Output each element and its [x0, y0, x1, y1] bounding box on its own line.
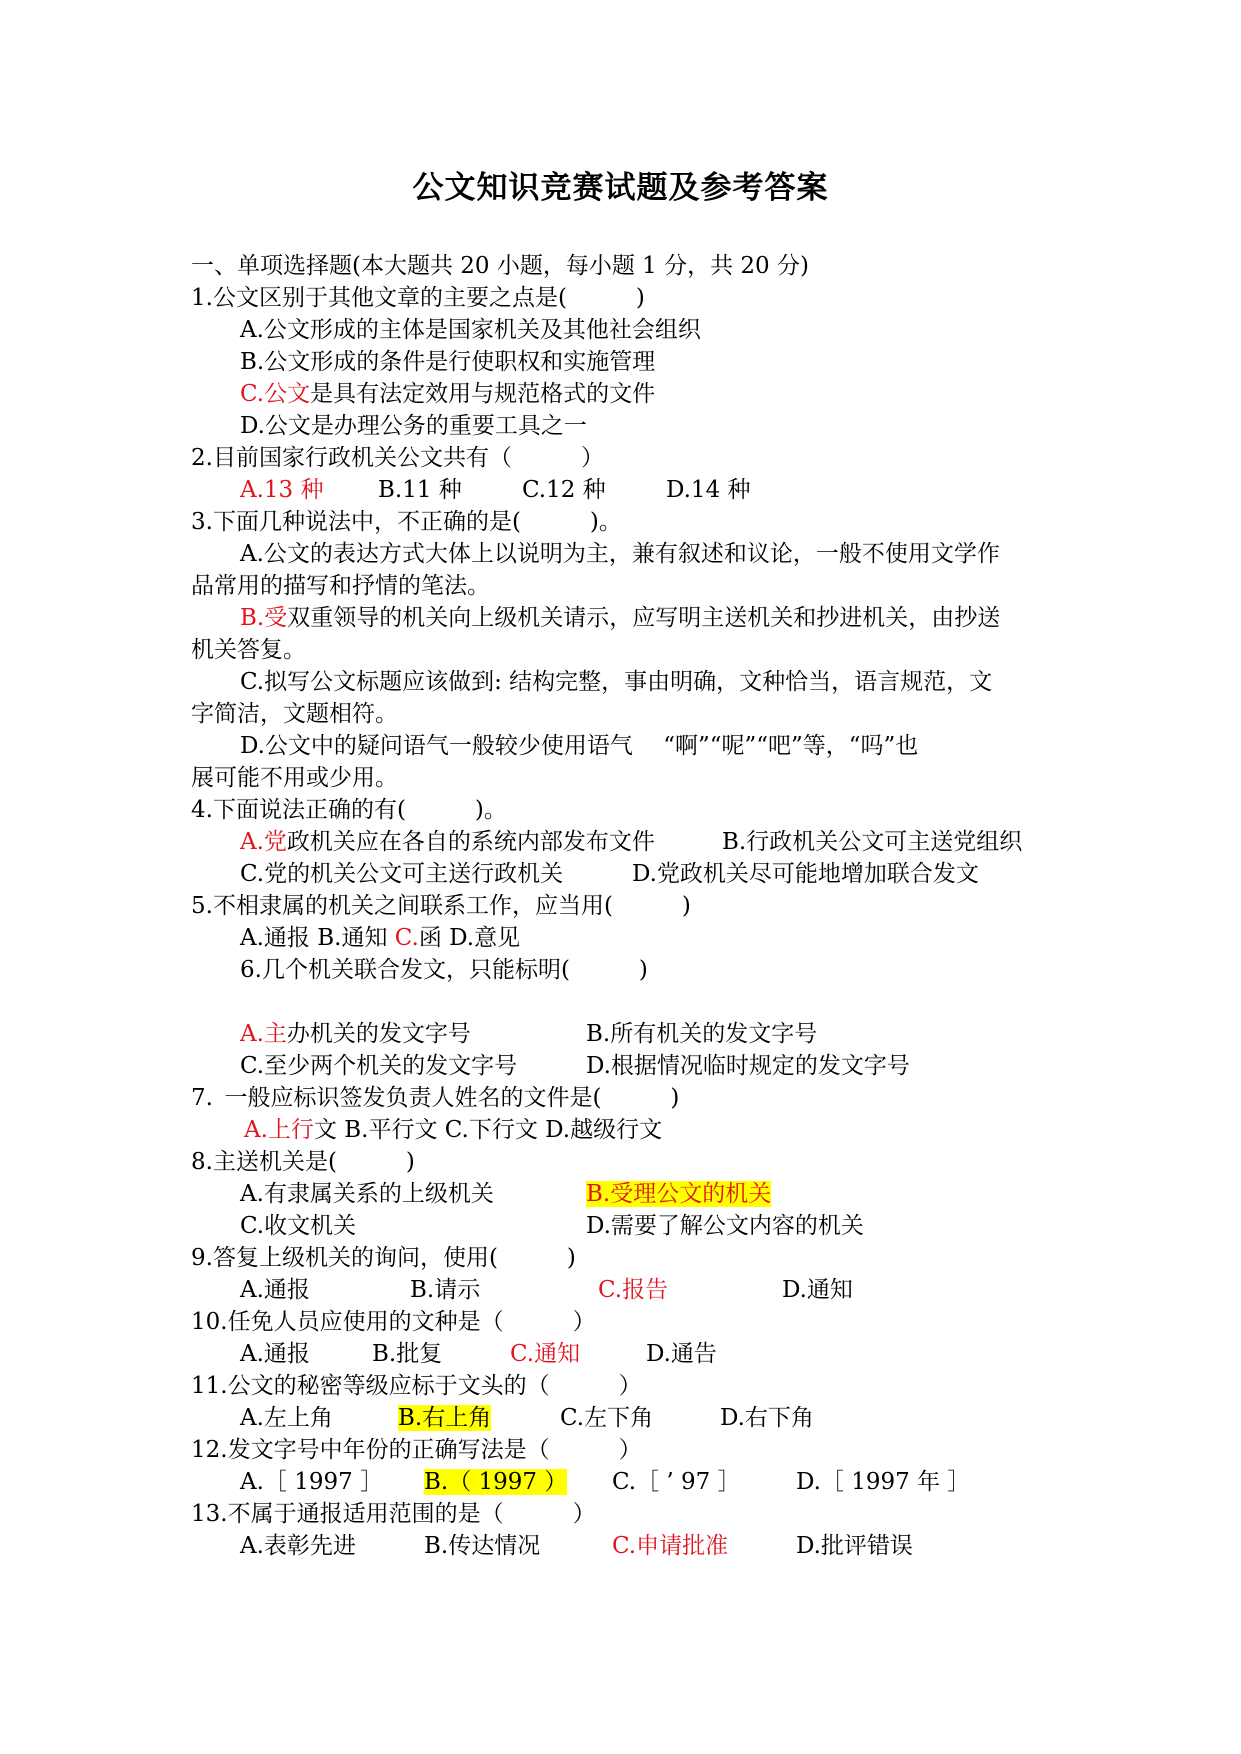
question-11-stem: 11.公文的秘密等级应标于文头的（ ）	[191, 1373, 642, 1399]
question-6-option-b: B.所有机关的发文字号	[586, 1021, 818, 1047]
answer-highlight: B.右上角	[398, 1405, 492, 1431]
question-7-stem: 7. 一般应标识签发负责人姓名的文件是( )	[191, 1085, 680, 1111]
question-3-option-a-cont: 品常用的描写和抒情的笔法。	[191, 573, 490, 599]
answer-highlight: B.（ 1997 ）	[424, 1469, 568, 1495]
question-13-option-b: B.传达情况	[424, 1533, 541, 1559]
question-9-option-c: C.报告	[598, 1277, 669, 1303]
question-3-option-d: D.公文中的疑问语气一般较少使用语气 “啊”“呢”“吧”等，“吗”也	[240, 733, 919, 759]
question-2-option-a: A.13 种	[240, 477, 324, 503]
option-b: B.通知	[317, 925, 388, 951]
answer-mark: A.上行	[244, 1117, 314, 1143]
question-10-stem: 10.任免人员应使用的文种是（ ）	[191, 1309, 596, 1335]
answer-mark: C.	[394, 925, 419, 951]
document-title: 公文知识竞赛试题及参考答案	[412, 170, 829, 206]
option-a-rest: 文	[313, 1117, 337, 1143]
option-d: D.意见	[449, 925, 521, 951]
question-6-option-d: D.根据情况临时规定的发文字号	[586, 1053, 910, 1079]
question-3-option-c-cont: 字简洁，文题相符。	[191, 701, 398, 727]
question-11-option-b	[398, 1402, 491, 1434]
question-4-option-b: B.行政机关公文可主送党组织	[722, 829, 1023, 855]
question-8-option-c: C.收文机关	[240, 1213, 357, 1239]
question-10-option-a: A.通报	[240, 1341, 310, 1367]
question-12-option-a: A.［ 1997 ］	[240, 1469, 384, 1495]
option-b: B.平行文	[344, 1117, 438, 1143]
question-8-stem: 8.主送机关是( )	[191, 1149, 415, 1175]
option-text: 政机关应在各自的系统内部发布文件	[286, 829, 655, 855]
question-3-option-b	[240, 602, 1000, 634]
question-4-option-a	[240, 826, 655, 858]
question-12-option-c: C.［ ’ 97 ］	[612, 1469, 741, 1495]
question-11-option-a: A.左上角	[240, 1405, 333, 1431]
question-9-stem: 9.答复上级机关的询问，使用( )	[191, 1245, 576, 1271]
question-6-stem: 6.几个机关联合发文，只能标明( )	[240, 957, 648, 983]
question-8-option-b	[586, 1178, 771, 1210]
question-9-option-d: D.通知	[782, 1277, 853, 1303]
question-3-option-c: C.拟写公文标题应该做到: 结构完整，事由明确，文种恰当，语言规范，文	[240, 669, 993, 695]
question-7-options	[244, 1114, 662, 1146]
question-2-option-d: D.14 种	[666, 477, 751, 503]
question-3-option-a: A.公文的表达方式大体上以说明为主，兼有叙述和议论，一般不使用文学作	[240, 541, 1000, 567]
option-d: D.越级行文	[545, 1117, 663, 1143]
question-13-option-c: C.申请批准	[612, 1533, 729, 1559]
question-9-option-b: B.请示	[410, 1277, 481, 1303]
question-11-option-d: D.右下角	[720, 1405, 814, 1431]
question-12-option-d: D.［ 1997 年 ］	[796, 1469, 971, 1495]
question-12-stem: 12.发文字号中年份的正确写法是（ ）	[191, 1437, 642, 1463]
answer-mark: A.党	[240, 829, 287, 855]
question-8-option-a: A.有隶属关系的上级机关	[240, 1181, 494, 1207]
question-5-stem: 5.不相隶属的机关之间联系工作，应当用( )	[191, 893, 691, 919]
question-11-option-c: C.左下角	[560, 1405, 654, 1431]
question-3-option-b-cont: 机关答复。	[191, 637, 306, 663]
question-10-option-c: C.通知	[510, 1341, 581, 1367]
answer-highlight: B.受理公文的机关	[586, 1181, 772, 1207]
option-text: 办机关的发文字号	[286, 1021, 471, 1047]
question-1-option-c	[240, 378, 655, 410]
option-c: C.下行文	[444, 1117, 538, 1143]
question-1-stem: 1.公文区别于其他文章的主要之点是( )	[191, 285, 645, 311]
section-heading: 一、单项选择题(本大题共 20 小题，每小题 1 分，共 20 分)	[191, 253, 809, 279]
question-5-options	[240, 922, 520, 954]
answer-mark: A.主	[240, 1021, 287, 1047]
answer-mark: C.公文	[240, 381, 311, 407]
question-3-option-d-cont: 展可能不用或少用。	[191, 765, 398, 791]
question-13-option-d: D.批评错误	[796, 1533, 913, 1559]
option-a: A.通报	[240, 925, 310, 951]
question-1-option-b: B.公文形成的条件是行使职权和实施管理	[240, 349, 656, 375]
question-10-option-b: B.批复	[372, 1341, 443, 1367]
question-6-option-c: C.至少两个机关的发文字号	[240, 1053, 518, 1079]
question-2-option-b: B.11 种	[378, 477, 462, 503]
question-2-option-c: C.12 种	[522, 477, 606, 503]
question-1-option-d: D.公文是办理公务的重要工具之一	[240, 413, 587, 439]
question-9-option-a: A.通报	[240, 1277, 310, 1303]
question-12-option-b	[424, 1466, 567, 1498]
option-text: 双重领导的机关向上级机关请示，应写明主送机关和抄进机关，由抄送	[287, 605, 1001, 631]
question-13-stem: 13.不属于通报适用范围的是（ ）	[191, 1501, 596, 1527]
question-10-option-d: D.通告	[646, 1341, 717, 1367]
question-4-option-d: D.党政机关尽可能地增加联合发文	[632, 861, 979, 887]
option-c: 函	[418, 925, 442, 951]
question-1-option-a: A.公文形成的主体是国家机关及其他社会组织	[240, 317, 701, 343]
question-2-stem: 2.目前国家行政机关公文共有（ ）	[191, 445, 604, 471]
question-13-option-a: A.表彰先进	[240, 1533, 356, 1559]
question-4-stem: 4.下面说法正确的有( )。	[191, 797, 507, 823]
question-4-option-c: C.党的机关公文可主送行政机关	[240, 861, 564, 887]
question-6-option-a	[240, 1018, 471, 1050]
question-3-stem: 3.下面几种说法中，不正确的是( )。	[191, 509, 622, 535]
option-text: 是具有法定效用与规范格式的文件	[310, 381, 656, 407]
answer-mark: B.受	[240, 605, 288, 631]
question-8-option-d: D.需要了解公文内容的机关	[586, 1213, 864, 1239]
